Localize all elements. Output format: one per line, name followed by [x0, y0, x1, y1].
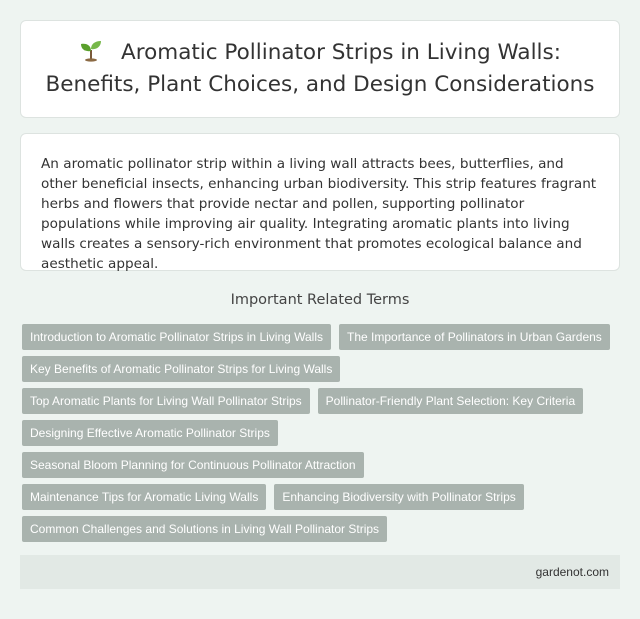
tag-row: [22, 388, 622, 414]
term-tag[interactable]: Designing Effective Aromatic Pollinator Strips: [22, 420, 278, 446]
term-tag[interactable]: Top Aromatic Plants for Living Wall Pollinator Strips: [22, 388, 310, 414]
term-tag[interactable]: Pollinator-Friendly Plant Selection: Key Criteria: [318, 388, 583, 414]
tag-row: [22, 484, 622, 510]
tag-row: [22, 452, 622, 478]
tag-row: [22, 356, 622, 382]
title-card: [20, 20, 620, 118]
term-tag[interactable]: Maintenance Tips for Aromatic Living Walls: [22, 484, 266, 510]
tag-row: [22, 420, 622, 446]
page-title: [41, 37, 599, 101]
intro-card: [20, 133, 620, 271]
sprout-icon: [79, 38, 103, 62]
term-tag[interactable]: Key Benefits of Aromatic Pollinator Strips for Living Walls: [22, 356, 340, 382]
intro-paragraph: An aromatic pollinator strip within a living wall attracts bees, butterflies, and other beneficial insects, enhancing urban biodiversity. This strip features fragrant herbs and flowers that provide nectar and pollen, supporting pollinator populations while improving air quality. Integrating aromatic plants into living walls creates a sensory-rich environment that promotes ecological balance and aesthetic appeal.: [41, 156, 597, 272]
tag-row: [22, 324, 622, 350]
term-tag[interactable]: Introduction to Aromatic Pollinator Strips in Living Walls: [22, 324, 331, 350]
term-tag[interactable]: Common Challenges and Solutions in Living Wall Pollinator Strips: [22, 516, 387, 542]
term-tag[interactable]: Enhancing Biodiversity with Pollinator Strips: [274, 484, 523, 510]
page-title-text: Aromatic Pollinator Strips in Living Walls: Benefits, Plant Choices, and Design Considerations: [45, 40, 595, 97]
term-tag[interactable]: Seasonal Bloom Planning for Continuous Pollinator Attraction: [22, 452, 364, 478]
tag-row: [22, 516, 622, 542]
footer-site-link[interactable]: gardenot.com: [535, 565, 609, 579]
footer: [20, 555, 620, 589]
related-terms-heading: Important Related Terms: [230, 292, 410, 308]
related-terms-list: [22, 324, 622, 548]
term-tag[interactable]: The Importance of Pollinators in Urban Gardens: [339, 324, 610, 350]
